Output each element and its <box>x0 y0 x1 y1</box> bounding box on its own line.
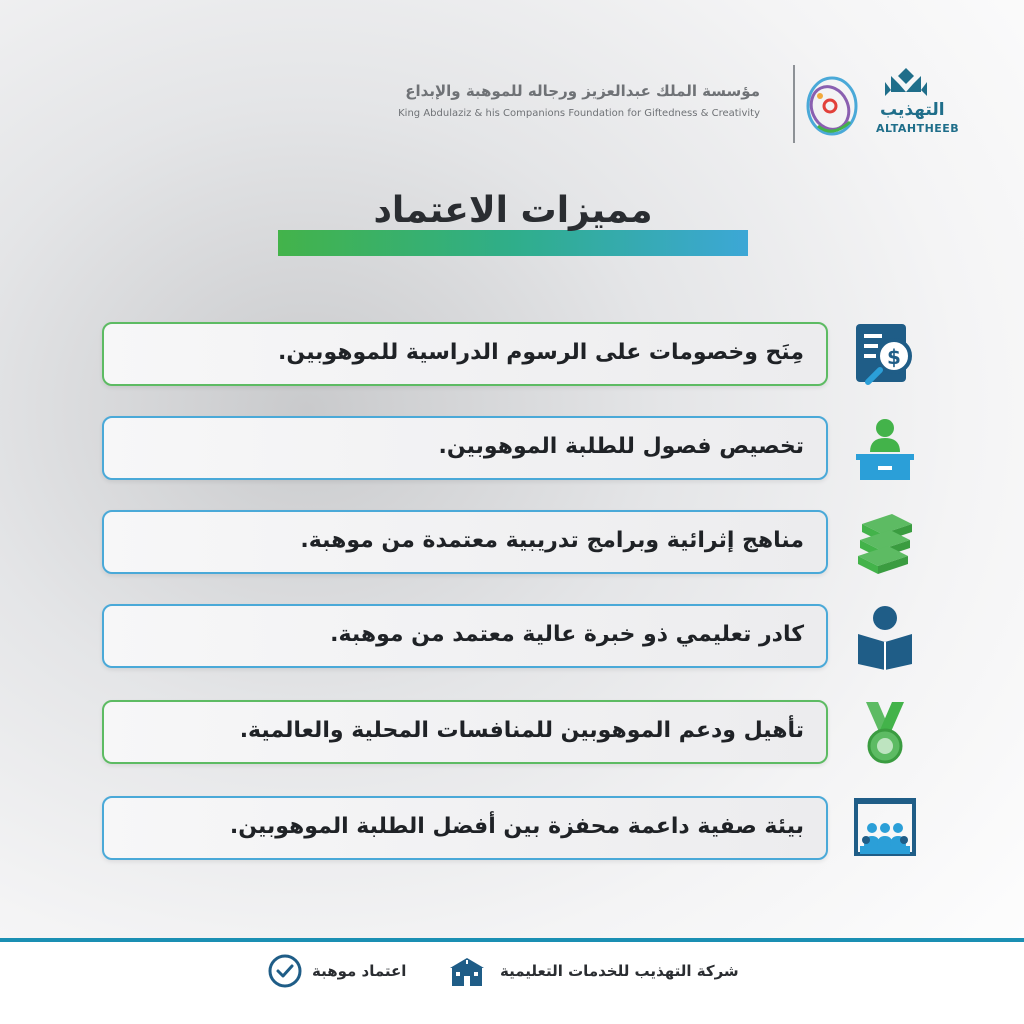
svg-text:$: $ <box>887 345 901 369</box>
title-underline-bar <box>278 230 748 256</box>
verified-check-icon <box>268 954 302 988</box>
feature-item <box>102 510 942 576</box>
books-stack-icon <box>852 510 918 576</box>
school-building-icon <box>446 956 488 988</box>
foundation-name-english: King Abdulaziz & his Companions Foundation for Giftedness & Creativity <box>398 108 760 119</box>
feature-box <box>102 796 828 860</box>
brand-name-english: ALTAHTHEEB <box>876 122 960 135</box>
feature-box <box>102 700 828 764</box>
feature-box <box>102 322 828 386</box>
footer-accreditation: اعتماد موهبة <box>312 962 407 980</box>
header-divider <box>793 65 795 143</box>
feature-text: مناهج إثرائية وبرامج تدريبية معتمدة من موهبة. <box>300 528 804 553</box>
feature-text: بيئة صفية داعمة محفزة بين أفضل الطلبة الموهوبين. <box>229 814 804 839</box>
feature-text: كادر تعليمي ذو خبرة عالية معتمد من موهبة. <box>330 622 804 647</box>
feature-box <box>102 604 828 668</box>
footer-company-name: شركة التهذيب للخدمات التعليمية <box>500 962 739 980</box>
feature-text: مِنَح وخصومات على الرسوم الدراسية للموهوبين. <box>278 340 804 365</box>
reader-person-icon <box>852 604 918 670</box>
medal-icon <box>852 700 918 766</box>
feature-item <box>102 604 942 670</box>
feature-box <box>102 510 828 574</box>
header <box>380 60 960 150</box>
feature-box <box>102 416 828 480</box>
feature-item <box>102 416 942 482</box>
classroom-audience-icon <box>852 796 918 862</box>
feature-text: تخصيص فصول للطلبة الموهوبين. <box>438 434 804 459</box>
feature-item <box>102 796 942 862</box>
footer <box>0 942 1024 1024</box>
teacher-desk-icon <box>852 416 918 482</box>
brand-name-arabic: التهذيب <box>880 100 945 120</box>
scholarship-discount-icon <box>852 322 918 388</box>
mawhiba-logo-icon <box>800 66 864 144</box>
feature-item <box>102 700 942 766</box>
feature-item <box>102 322 942 388</box>
foundation-name-arabic: مؤسسة الملك عبدالعزيز ورجاله للموهبة والإبداع <box>405 82 760 100</box>
feature-text: تأهيل ودعم الموهوبين للمنافسات المحلية والعالمية. <box>239 718 804 743</box>
page-title: مميزات الاعتماد <box>373 190 653 231</box>
